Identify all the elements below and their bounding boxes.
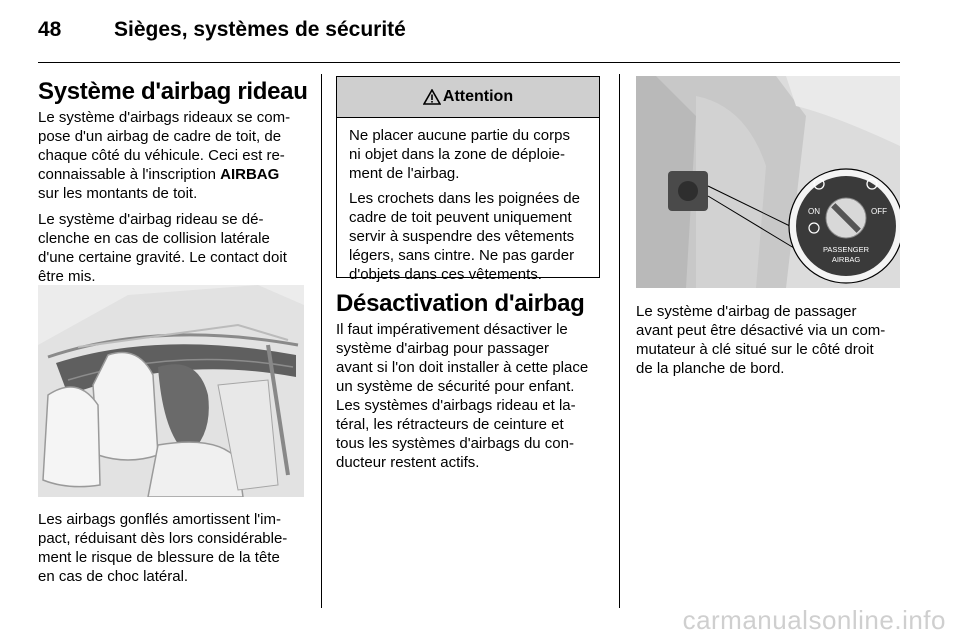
text-line: servir à suspendre des vêtements <box>349 228 575 245</box>
text-line: mutateur à clé situé sur le côté droit <box>636 341 874 358</box>
curtain-airbag-illustration <box>38 285 304 497</box>
right-caption <box>636 302 906 378</box>
middle-column <box>336 290 612 472</box>
warning-paragraph-2 <box>349 189 587 284</box>
text-line: Il faut impérativement désactiver le <box>336 321 568 338</box>
text-line: Ne placer aucune partie du corps <box>349 127 570 144</box>
warning-title: Attention <box>442 88 514 105</box>
text-line: ment de l'airbag. <box>349 165 460 182</box>
switch-label-airbag: AIRBAG <box>831 255 861 264</box>
text-line: ment le risque de blessure de la tête <box>38 549 280 566</box>
text-line: en cas de choc latéral. <box>38 568 189 585</box>
text-fragment: connaissable à l'inscription <box>38 166 221 183</box>
text-line: pose d'un airbag de cadre de toit, de <box>38 128 282 145</box>
text-line: Les airbags gonflés amortissent l'im- <box>38 511 281 528</box>
text-line: d'une certaine gravité. Le contact doit <box>38 249 287 266</box>
text-line: téral, les rétracteurs de ceinture et <box>336 416 564 433</box>
text-line: un système de sécurité pour enfant. <box>336 378 575 395</box>
airbag-label-bold: AIRBAG <box>220 166 280 183</box>
switch-label-on: ON <box>808 207 820 216</box>
chapter-title: Sièges, systèmes de sécurité <box>114 18 406 41</box>
page-number: 48 <box>38 18 62 41</box>
switch-label-passenger: PASSENGER <box>822 245 870 254</box>
deactivation-paragraph <box>336 320 612 472</box>
left-column <box>38 78 310 286</box>
warning-header <box>337 77 599 118</box>
text-line <box>38 165 310 184</box>
text-line: Le système d'airbag rideau se dé- <box>38 211 264 228</box>
text-line: ni objet dans la zone de déploie- <box>349 146 565 163</box>
text-line: sur les montants de toit. <box>38 185 198 202</box>
column-divider-left <box>321 74 322 608</box>
text-line: tous les systèmes d'airbags du con- <box>336 435 574 452</box>
warning-body <box>337 118 599 292</box>
warning-box <box>336 76 600 283</box>
text-line: Le système d'airbag de passager <box>636 303 857 320</box>
left-caption <box>38 510 318 586</box>
passenger-airbag-switch-illustration <box>636 76 900 288</box>
section-heading-deactivation: Désactivation d'airbag <box>336 290 585 317</box>
text-line: clenche en cas de collision latérale <box>38 230 270 247</box>
switch-label-off: OFF <box>871 207 887 216</box>
intro-paragraph <box>38 108 310 203</box>
text-line: Les crochets dans les poignées de <box>349 190 580 207</box>
text-line: d'objets dans ces vêtements. <box>349 266 542 283</box>
warning-paragraph-1 <box>349 126 587 183</box>
text-line: système d'airbag pour passager <box>336 340 549 357</box>
text-line: ducteur restent actifs. <box>336 454 480 471</box>
text-line: légers, sans cintre. Ne pas garder <box>349 247 575 264</box>
text-line: avant peut être désactivé via un com- <box>636 322 886 339</box>
text-line: chaque côté du véhicule. Ceci est re- <box>38 147 285 164</box>
text-line: Les systèmes d'airbags rideau et la- <box>336 397 576 414</box>
text-line: avant si l'on doit installer à cette place <box>336 359 589 376</box>
trigger-paragraph <box>38 210 310 286</box>
text-line: pact, réduisant dès lors considérable- <box>38 530 288 547</box>
watermark: carmanualsonline.info <box>682 605 946 635</box>
text-line: cadre de toit peuvent uniquement <box>349 209 572 226</box>
warning-triangle-icon <box>423 89 441 105</box>
header-rule <box>38 62 900 63</box>
section-heading-curtain-airbag: Système d'airbag rideau <box>38 78 308 105</box>
text-line: être mis. <box>38 268 96 285</box>
text-line: de la planche de bord. <box>636 360 785 377</box>
column-divider-right <box>619 74 620 608</box>
text-line: Le système d'airbags rideaux se com- <box>38 109 291 126</box>
